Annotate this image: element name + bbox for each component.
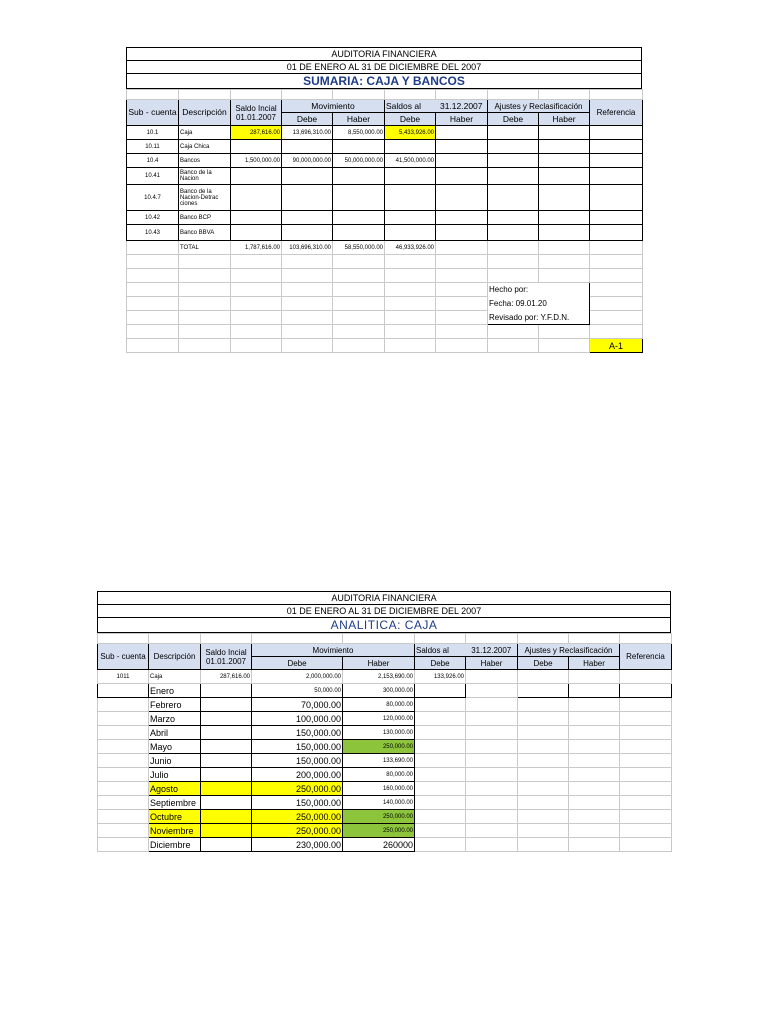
sumaria-sheet (126, 47, 642, 353)
total-haber: 58,550,000.00 (333, 241, 385, 255)
cell-saldo-debe (385, 185, 436, 211)
month-haber: 160,000.00 (343, 782, 415, 796)
cell-haber (333, 211, 385, 225)
header-movimiento: Movimiento (282, 100, 385, 113)
cell-debe (282, 225, 333, 241)
total-debe: 103,696,310.00 (282, 241, 333, 255)
month-name: Junio (149, 754, 201, 768)
hecho-por-row (127, 283, 643, 297)
cell-haber (333, 225, 385, 241)
month-name: Enero (149, 684, 201, 698)
cell-saldo: 1,500,000.00 (231, 154, 282, 168)
header-ajustes: Ajustes y Reclasificación (518, 644, 620, 657)
cell-desc: Banco de la Nacion (179, 168, 231, 185)
sumaria-table (126, 89, 643, 353)
month-haber: 250,000.00 (343, 810, 415, 824)
cell-saldo (231, 140, 282, 154)
month-debe: 250,000.00 (252, 782, 343, 796)
cell-saldo (231, 168, 282, 185)
cell-cuenta: 1011 (98, 670, 149, 684)
cell-saldo-debe: 133,926.00 (415, 670, 466, 684)
ref-row (127, 339, 643, 353)
cell-debe (282, 185, 333, 211)
month-debe: 150,000.00 (252, 796, 343, 810)
cell-saldo-debe: 5,433,926.00 (385, 126, 436, 140)
month-name: Abril (149, 726, 201, 740)
month-row (98, 768, 672, 782)
header-mov-debe: Debe (252, 657, 343, 670)
month-haber: 140,000.00 (343, 796, 415, 810)
header-mov-debe: Debe (282, 113, 333, 126)
month-name: Febrero (149, 698, 201, 712)
month-haber: 80,000.00 (343, 698, 415, 712)
month-haber: 80,000.00 (343, 768, 415, 782)
table-row (127, 126, 643, 140)
table-row (127, 140, 643, 154)
revisado-row (127, 311, 643, 325)
spacer-row (127, 90, 643, 100)
cell-saldo (231, 225, 282, 241)
header-referencia: Referencia (590, 100, 643, 126)
header-saldo-haber: Haber (466, 657, 518, 670)
cell-desc: Caja (179, 126, 231, 140)
header-saldo-inicial: Saldo Incial 01.01.2007 (231, 100, 282, 126)
cell-haber: 2,153,690.00 (343, 670, 415, 684)
month-haber: 120,000.00 (343, 712, 415, 726)
month-haber: 130,000.00 (343, 726, 415, 740)
table-row (127, 185, 643, 211)
cell-haber (333, 168, 385, 185)
header-saldos-fecha: 31.12.2007 (466, 644, 518, 657)
header-saldos-al: Saldos al (415, 644, 466, 657)
month-row (98, 782, 672, 796)
month-haber: 260000 (343, 838, 415, 852)
cell-desc: Banco BCP (179, 211, 231, 225)
header-mov-haber: Haber (343, 657, 415, 670)
cell-debe: 2,000,000.00 (252, 670, 343, 684)
cell-haber (333, 185, 385, 211)
header-descripcion: Descripción (149, 644, 201, 670)
fecha-row (127, 297, 643, 311)
sumaria-line2: 01 DE ENERO AL 31 DE DICIEMBRE DEL 2007 (126, 60, 642, 73)
cell-saldo-debe (385, 225, 436, 241)
month-haber: 250,000.00 (343, 824, 415, 838)
header-saldos-al: Saldos al (385, 100, 436, 113)
month-name: Noviembre (149, 824, 201, 838)
header-saldos-fecha: 31.12.2007 (436, 100, 488, 113)
analitica-line2: 01 DE ENERO AL 31 DE DICIEMBRE DEL 2007 (97, 604, 671, 617)
month-row (98, 838, 672, 852)
month-debe: 200,000.00 (252, 768, 343, 782)
header-saldo-debe: Debe (415, 657, 466, 670)
cell-debe: 13,696,310.00 (282, 126, 333, 140)
month-row (98, 684, 672, 698)
month-debe: 250,000.00 (252, 810, 343, 824)
cell-debe (282, 211, 333, 225)
header-mov-haber: Haber (333, 113, 385, 126)
month-name: Julio (149, 768, 201, 782)
header-movimiento: Movimiento (252, 644, 415, 657)
cell-cuenta: 10.43 (127, 225, 179, 241)
header-row-1 (98, 644, 672, 657)
header-ajuste-debe: Debe (518, 657, 569, 670)
analitica-title: ANALITICA: CAJA (97, 617, 671, 633)
cell-saldo: 287,616.00 (231, 126, 282, 140)
month-haber: 133,690.00 (343, 754, 415, 768)
cell-cuenta: 10.4 (127, 154, 179, 168)
header-ajustes: Ajustes y Reclasificación (488, 100, 590, 113)
header-saldo-debe: Debe (385, 113, 436, 126)
analitica-table (97, 633, 672, 852)
cell-desc: Caja (149, 670, 201, 684)
cell-debe (282, 168, 333, 185)
header-row-1 (127, 100, 643, 113)
month-name: Diciembre (149, 838, 201, 852)
table-row (127, 225, 643, 241)
revisado-por: Revisado por: Y.F.D.N. (488, 311, 590, 325)
month-name: Agosto (149, 782, 201, 796)
month-row (98, 698, 672, 712)
ref-code: A-1 (590, 339, 643, 353)
cell-saldo-debe (385, 168, 436, 185)
analitica-sheet (97, 591, 671, 852)
month-row (98, 810, 672, 824)
cell-saldo (231, 211, 282, 225)
cell-saldo: 287,616.00 (201, 670, 252, 684)
month-row (98, 754, 672, 768)
analitica-line1: AUDITORIA FINANCIERA (97, 591, 671, 604)
cell-desc: Banco de la Nacion-Detrac ciones (179, 185, 231, 211)
header-saldo-haber: Haber (436, 113, 488, 126)
month-haber: 250,000.00 (343, 740, 415, 754)
month-name: Septiembre (149, 796, 201, 810)
month-name: Mayo (149, 740, 201, 754)
cell-saldo (231, 185, 282, 211)
cell-debe (282, 140, 333, 154)
table-row (127, 211, 643, 225)
table-row (98, 670, 672, 684)
header-descripcion: Descripción (179, 100, 231, 126)
month-row (98, 824, 672, 838)
cell-saldo-debe (385, 211, 436, 225)
month-row (98, 740, 672, 754)
header-ajuste-haber: Haber (539, 113, 590, 126)
header-saldo-inicial: Saldo Incial 01.01.2007 (201, 644, 252, 670)
month-row (98, 726, 672, 740)
month-debe: 50,000.00 (252, 684, 343, 698)
cell-cuenta: 10.42 (127, 211, 179, 225)
cell-haber: 8,550,000.00 (333, 126, 385, 140)
header-subcuenta: Sub - cuenta (98, 644, 149, 670)
hecho-por: Hecho por: (488, 283, 590, 297)
month-debe: 150,000.00 (252, 726, 343, 740)
header-ajuste-debe: Debe (488, 113, 539, 126)
cell-haber (333, 140, 385, 154)
total-label: TOTAL (179, 241, 231, 255)
header-ajuste-haber: Haber (569, 657, 620, 670)
month-debe: 250,000.00 (252, 824, 343, 838)
month-debe: 230,000.00 (252, 838, 343, 852)
total-saldo: 1,787,616.00 (231, 241, 282, 255)
cell-saldo-debe: 41,500,000.00 (385, 154, 436, 168)
cell-saldo-debe (385, 140, 436, 154)
month-name: Marzo (149, 712, 201, 726)
header-referencia: Referencia (620, 644, 672, 670)
cell-haber: 50,000,000.00 (333, 154, 385, 168)
month-debe: 100,000.00 (252, 712, 343, 726)
sumaria-title: SUMARIA: CAJA Y BANCOS (126, 73, 642, 89)
month-debe: 150,000.00 (252, 754, 343, 768)
month-debe: 70,000.00 (252, 698, 343, 712)
cell-cuenta: 10.41 (127, 168, 179, 185)
cell-desc: Banco BBVA (179, 225, 231, 241)
table-row (127, 154, 643, 168)
month-debe: 150,000.00 (252, 740, 343, 754)
total-saldo-debe: 46,933,926.00 (385, 241, 436, 255)
sumaria-line1: AUDITORIA FINANCIERA (126, 47, 642, 60)
month-haber: 300,000.00 (343, 684, 415, 698)
fecha: Fecha: 09.01.20 (488, 297, 590, 311)
cell-desc: Caja Chica (179, 140, 231, 154)
cell-cuenta: 10.1 (127, 126, 179, 140)
month-row (98, 712, 672, 726)
table-row (127, 168, 643, 185)
cell-cuenta: 10.4.7 (127, 185, 179, 211)
header-subcuenta: Sub - cuenta (127, 100, 179, 126)
month-name: Octubre (149, 810, 201, 824)
cell-debe: 90,000,000.00 (282, 154, 333, 168)
cell-cuenta: 10.11 (127, 140, 179, 154)
total-row (127, 241, 643, 255)
month-row (98, 796, 672, 810)
cell-desc: Bancos (179, 154, 231, 168)
